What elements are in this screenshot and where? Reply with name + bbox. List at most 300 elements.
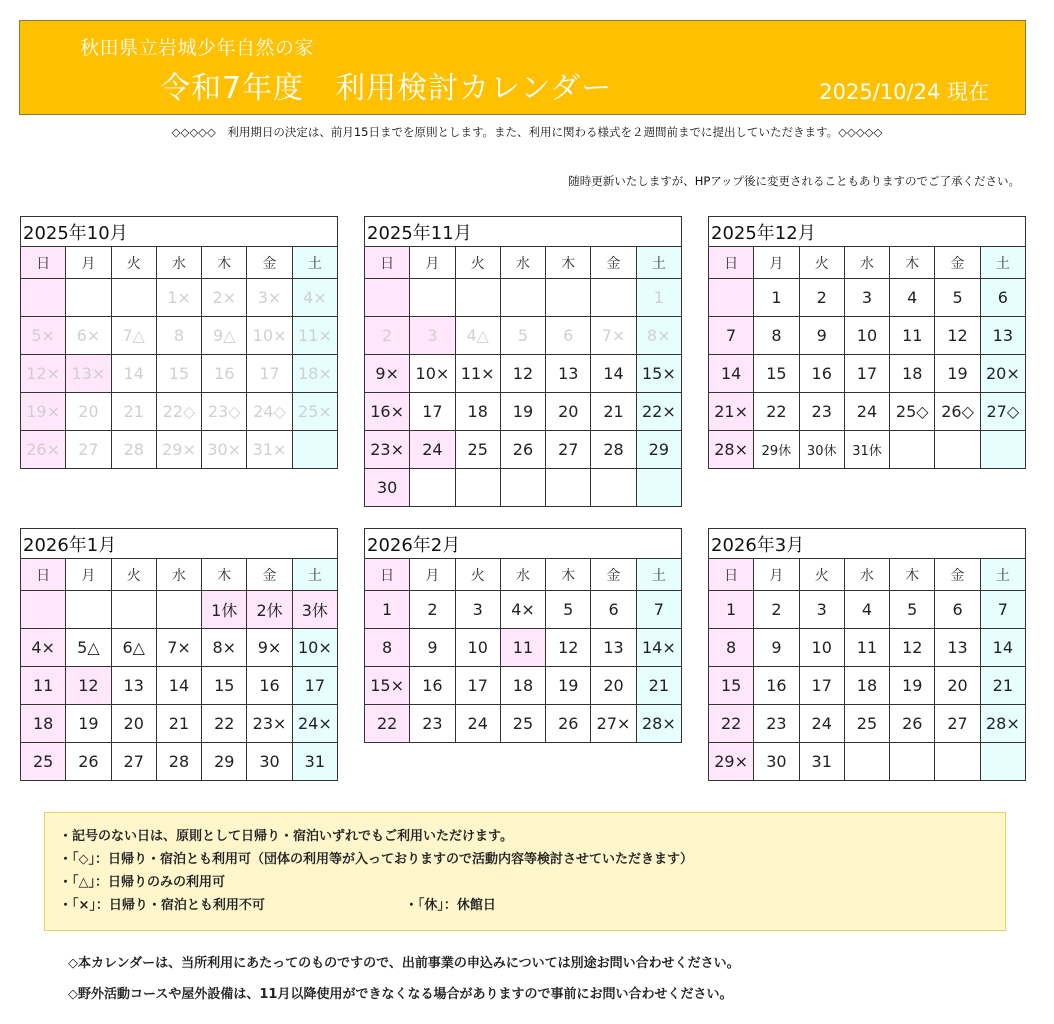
calendar-title: 2025年10月 [21, 217, 338, 247]
calendar-day: 13 [111, 667, 156, 705]
footer-note-outdoor: ◇野外活動コースや屋外設備は、11月以降使用ができなくなる場合がありますので事前にお問い合わせください。 [68, 987, 733, 1002]
calendar-day: 1 [754, 279, 799, 317]
calendar-week-row [21, 355, 338, 393]
calendar-day: 31休 [844, 431, 889, 469]
calendar-day: 12 [935, 317, 980, 355]
calendar-2025-11 [364, 216, 682, 507]
calendar-day [111, 279, 156, 317]
calendar-day: 4△ [455, 317, 500, 355]
calendar-week-row [365, 317, 682, 355]
calendar-day: 31 [292, 743, 337, 781]
calendar-day: 14 [111, 355, 156, 393]
calendar-day: 26 [890, 705, 935, 743]
legend-diamond: ・「◇」：日帰り・宿泊とも利用可（団体の利用等が入っておりますので活動内容等検討させていただきます） [59, 852, 693, 867]
calendar-day: 21× [709, 393, 754, 431]
calendar-day: 28× [709, 431, 754, 469]
weekday-header: 水 [500, 247, 545, 279]
calendar-day: 24 [455, 705, 500, 743]
calendar-day: 4× [292, 279, 337, 317]
calendar-day: 13 [546, 355, 591, 393]
calendar-day: 18× [292, 355, 337, 393]
calendar-day: 24 [799, 705, 844, 743]
calendar-day: 10 [844, 317, 889, 355]
calendar-day [21, 591, 66, 629]
organization-name: 秋田県立岩城少年自然の家 [80, 37, 315, 59]
weekday-header: 木 [202, 559, 247, 591]
calendar-day: 30休 [799, 431, 844, 469]
weekday-header: 土 [292, 559, 337, 591]
weekday-header: 火 [799, 559, 844, 591]
calendar-day [455, 279, 500, 317]
calendar-day: 19 [935, 355, 980, 393]
calendar-day: 11 [500, 629, 545, 667]
calendar-day [21, 279, 66, 317]
weekday-header: 火 [111, 247, 156, 279]
calendar-day: 24 [844, 393, 889, 431]
calendar-day: 21 [636, 667, 681, 705]
calendar-day: 29× [156, 431, 201, 469]
calendar-day: 13 [935, 629, 980, 667]
calendar-day: 7× [156, 629, 201, 667]
calendar-day: 14 [709, 355, 754, 393]
weekday-header: 月 [410, 247, 455, 279]
calendar-day: 22 [709, 705, 754, 743]
calendar-day: 20 [111, 705, 156, 743]
weekday-header: 木 [546, 559, 591, 591]
calendar-2025-10 [20, 216, 338, 469]
weekday-header: 木 [890, 247, 935, 279]
calendar-day: 21 [591, 393, 636, 431]
calendar-day: 11× [292, 317, 337, 355]
calendar-week-row [365, 469, 682, 507]
calendar-week-row [709, 629, 1026, 667]
calendar-day: 3 [410, 317, 455, 355]
weekday-header: 火 [799, 247, 844, 279]
calendar-day: 17 [247, 355, 292, 393]
calendar-day: 7 [709, 317, 754, 355]
calendar-day: 12 [546, 629, 591, 667]
calendar-day: 11 [21, 667, 66, 705]
calendar-day: 16× [365, 393, 410, 431]
calendar-title: 2025年12月 [709, 217, 1026, 247]
calendar-day: 15 [202, 667, 247, 705]
calendar-week-row [365, 355, 682, 393]
calendar-day: 19 [890, 667, 935, 705]
calendar-week-row [21, 279, 338, 317]
calendar-day [365, 279, 410, 317]
calendar-day [980, 431, 1025, 469]
calendar-week-row [21, 629, 338, 667]
calendar-day: 27◇ [980, 393, 1025, 431]
weekday-header: 金 [935, 247, 980, 279]
calendar-day: 20 [591, 667, 636, 705]
calendar-day: 2休 [247, 591, 292, 629]
calendar-week-row [21, 743, 338, 781]
calendar-day: 22 [365, 705, 410, 743]
calendar-week-row [365, 279, 682, 317]
calendar-day: 5 [890, 591, 935, 629]
calendar-day: 2 [365, 317, 410, 355]
calendar-day: 27× [591, 705, 636, 743]
calendar-day: 16 [799, 355, 844, 393]
calendar-day [410, 279, 455, 317]
calendar-week-row [709, 279, 1026, 317]
weekday-header: 金 [935, 559, 980, 591]
calendar-week-row [365, 667, 682, 705]
calendar-day: 29 [202, 743, 247, 781]
calendar-day: 18 [500, 667, 545, 705]
weekday-header: 火 [455, 247, 500, 279]
calendar-day [890, 431, 935, 469]
weekday-header: 木 [202, 247, 247, 279]
calendar-day [111, 591, 156, 629]
calendar-day: 9 [799, 317, 844, 355]
calendar-day: 22 [202, 705, 247, 743]
weekday-header: 水 [500, 559, 545, 591]
calendar-day: 12 [66, 667, 111, 705]
calendar-week-row [365, 629, 682, 667]
calendar-week-row [21, 705, 338, 743]
calendar-day [500, 279, 545, 317]
calendar-day: 10 [799, 629, 844, 667]
calendar-2026-02 [364, 528, 682, 743]
calendar-day: 6 [980, 279, 1025, 317]
weekday-header: 土 [292, 247, 337, 279]
calendar-day [935, 743, 980, 781]
calendar-day: 17 [410, 393, 455, 431]
calendar-day: 3× [247, 279, 292, 317]
calendar-day: 17 [844, 355, 889, 393]
calendar-day: 9△ [202, 317, 247, 355]
calendar-day: 8 [156, 317, 201, 355]
calendar-day: 20× [980, 355, 1025, 393]
calendar-day: 20 [546, 393, 591, 431]
calendar-day: 29 [636, 431, 681, 469]
calendar-day: 28 [111, 431, 156, 469]
calendar-day: 9× [365, 355, 410, 393]
calendar-day: 17 [455, 667, 500, 705]
calendar-day: 12 [500, 355, 545, 393]
calendar-day: 31× [247, 431, 292, 469]
calendar-day: 23 [410, 705, 455, 743]
calendar-day: 4× [500, 591, 545, 629]
legend-box [44, 812, 1006, 931]
weekday-header: 日 [21, 247, 66, 279]
calendar-week-row [709, 393, 1026, 431]
calendar-day: 5 [546, 591, 591, 629]
calendar-day: 10× [247, 317, 292, 355]
calendar-day: 1 [636, 279, 681, 317]
calendar-title: 2026年1月 [21, 529, 338, 559]
calendar-day: 2 [754, 591, 799, 629]
calendar-day: 15× [636, 355, 681, 393]
calendar-day: 16 [754, 667, 799, 705]
calendar-day [935, 431, 980, 469]
calendar-day: 25 [844, 705, 889, 743]
weekday-header: 金 [247, 559, 292, 591]
calendar-2026-03 [708, 528, 1026, 781]
calendar-day: 1 [709, 591, 754, 629]
deadline-notice: ◇◇◇◇◇ 利用期日の決定は、前月15日までを原則とします。また、利用に関わる様式を２週間前までに提出していただきます。◇◇◇◇◇ [171, 125, 883, 139]
calendar-day: 26◇ [935, 393, 980, 431]
calendar-day: 15 [709, 667, 754, 705]
calendar-day: 4× [21, 629, 66, 667]
calendar-day [156, 591, 201, 629]
calendar-day: 23× [365, 431, 410, 469]
calendar-day: 23× [247, 705, 292, 743]
calendar-title: 2025年11月 [365, 217, 682, 247]
calendar-day: 18 [844, 667, 889, 705]
calendar-day: 13× [66, 355, 111, 393]
calendar-week-row [709, 705, 1026, 743]
calendar-day: 6 [591, 591, 636, 629]
calendar-day: 5× [21, 317, 66, 355]
weekday-header: 火 [455, 559, 500, 591]
legend-cross-row [59, 894, 1005, 917]
calendar-day [66, 591, 111, 629]
calendar-day: 9 [754, 629, 799, 667]
weekday-header: 月 [410, 559, 455, 591]
footer-note-outreach: ◇本カレンダーは、当所利用にあたってのものですので、出前事業の申込みについては別途お問い合わせください。 [68, 956, 740, 971]
weekday-header: 日 [21, 559, 66, 591]
weekday-header: 日 [365, 247, 410, 279]
calendar-day: 22× [636, 393, 681, 431]
as-of-date: 2025/10/24 現在 [819, 80, 989, 104]
calendar-day: 8× [636, 317, 681, 355]
calendar-day: 24◇ [247, 393, 292, 431]
calendar-day: 27 [935, 705, 980, 743]
calendar-2025-12 [708, 216, 1026, 469]
calendar-day: 4 [844, 591, 889, 629]
calendar-day: 19× [21, 393, 66, 431]
page-title: 令和7年度 利用検討カレンダー [160, 71, 613, 106]
calendar-day [546, 469, 591, 507]
calendar-day: 12× [21, 355, 66, 393]
calendar-day: 17 [799, 667, 844, 705]
calendar-day: 3 [844, 279, 889, 317]
calendar-day [636, 469, 681, 507]
calendar-day: 5△ [66, 629, 111, 667]
calendar-day: 28× [636, 705, 681, 743]
calendar-day: 27 [66, 431, 111, 469]
update-notice: 随時更新いたしますが、HPアップ後に変更されることもありますのでご了承ください。 [568, 174, 1020, 188]
calendar-day: 11× [455, 355, 500, 393]
calendar-day: 27 [546, 431, 591, 469]
calendar-day: 18 [21, 705, 66, 743]
calendar-day: 25 [455, 431, 500, 469]
calendar-day [980, 743, 1025, 781]
calendar-day: 1× [156, 279, 201, 317]
calendar-day: 10× [292, 629, 337, 667]
calendar-day: 3休 [292, 591, 337, 629]
calendar-day [591, 469, 636, 507]
calendar-week-row [21, 393, 338, 431]
calendar-day: 8 [365, 629, 410, 667]
weekday-header: 土 [980, 559, 1025, 591]
calendar-day: 6△ [111, 629, 156, 667]
calendar-day: 26 [500, 431, 545, 469]
calendar-day: 14 [980, 629, 1025, 667]
calendar-week-row [365, 705, 682, 743]
weekday-header: 日 [365, 559, 410, 591]
legend-triangle: ・「△」：日帰りのみの利用可 [59, 875, 225, 890]
calendar-day: 13 [591, 629, 636, 667]
calendar-day: 23◇ [202, 393, 247, 431]
weekday-header: 火 [111, 559, 156, 591]
calendar-week-row [21, 431, 338, 469]
calendar-day: 9× [247, 629, 292, 667]
calendar-day: 12 [890, 629, 935, 667]
weekday-header: 土 [636, 559, 681, 591]
calendar-day: 21 [111, 393, 156, 431]
calendar-day: 31 [799, 743, 844, 781]
calendar-day: 25× [292, 393, 337, 431]
calendar-day: 17 [292, 667, 337, 705]
calendar-day: 7 [636, 591, 681, 629]
calendar-day: 18 [455, 393, 500, 431]
weekday-header: 土 [980, 247, 1025, 279]
calendar-day: 29休 [754, 431, 799, 469]
weekday-header: 月 [754, 247, 799, 279]
calendar-day: 11 [890, 317, 935, 355]
weekday-header: 金 [591, 247, 636, 279]
calendar-day: 10 [455, 629, 500, 667]
calendar-day: 14 [156, 667, 201, 705]
calendar-week-row [709, 431, 1026, 469]
calendar-day: 27 [111, 743, 156, 781]
calendar-day [292, 431, 337, 469]
calendar-day: 13 [980, 317, 1025, 355]
weekday-header: 水 [156, 559, 201, 591]
calendar-day: 30 [247, 743, 292, 781]
weekday-header: 月 [66, 247, 111, 279]
calendar-title: 2026年3月 [709, 529, 1026, 559]
weekday-header: 月 [754, 559, 799, 591]
calendar-day: 6 [546, 317, 591, 355]
calendar-day: 24× [292, 705, 337, 743]
calendar-week-row [21, 591, 338, 629]
calendar-day [410, 469, 455, 507]
calendar-day: 26 [66, 743, 111, 781]
calendar-day: 8 [754, 317, 799, 355]
calendar-day [844, 743, 889, 781]
calendar-day: 1 [365, 591, 410, 629]
calendar-week-row [365, 393, 682, 431]
calendar-day: 3 [455, 591, 500, 629]
calendar-day: 19 [66, 705, 111, 743]
calendar-day: 25 [21, 743, 66, 781]
calendar-day: 2 [410, 591, 455, 629]
calendar-day: 11 [844, 629, 889, 667]
calendar-day: 21 [156, 705, 201, 743]
calendar-day: 26 [546, 705, 591, 743]
calendar-day: 29× [709, 743, 754, 781]
calendar-day: 22 [754, 393, 799, 431]
calendar-week-row [709, 743, 1026, 781]
calendar-week-row [365, 591, 682, 629]
calendar-day: 28 [156, 743, 201, 781]
calendar-week-row [365, 431, 682, 469]
calendar-day [709, 279, 754, 317]
header-banner [19, 20, 1026, 115]
legend-no-symbol: ・記号のない日は、原則として日帰り・宿泊いずれでもご利用いただけます。 [59, 829, 513, 844]
calendar-2026-01 [20, 528, 338, 781]
calendar-day: 16 [410, 667, 455, 705]
weekday-header: 金 [591, 559, 636, 591]
calendar-week-row [709, 355, 1026, 393]
weekday-header: 月 [66, 559, 111, 591]
calendar-day [890, 743, 935, 781]
weekday-header: 土 [636, 247, 681, 279]
calendar-week-row [709, 591, 1026, 629]
calendar-title: 2026年2月 [365, 529, 682, 559]
legend-closed: ・「休」：休館日 [404, 898, 496, 913]
calendar-day [66, 279, 111, 317]
calendar-day: 2× [202, 279, 247, 317]
calendar-week-row [709, 317, 1026, 355]
calendar-day [546, 279, 591, 317]
calendar-day: 10× [410, 355, 455, 393]
calendar-day: 15× [365, 667, 410, 705]
calendar-day: 3 [799, 591, 844, 629]
calendar-day: 20 [66, 393, 111, 431]
calendar-day: 30× [202, 431, 247, 469]
calendar-day: 30 [365, 469, 410, 507]
weekday-header: 日 [709, 559, 754, 591]
calendar-day: 26× [21, 431, 66, 469]
calendar-day: 19 [546, 667, 591, 705]
calendar-day: 7△ [111, 317, 156, 355]
calendar-day [500, 469, 545, 507]
calendar-day: 4 [890, 279, 935, 317]
calendar-day: 2 [799, 279, 844, 317]
calendar-day: 8× [202, 629, 247, 667]
calendar-day [455, 469, 500, 507]
calendar-day: 7× [591, 317, 636, 355]
calendar-day: 6× [66, 317, 111, 355]
calendar-day: 15 [754, 355, 799, 393]
calendar-day: 23 [799, 393, 844, 431]
calendar-day: 28 [591, 431, 636, 469]
calendar-day [591, 279, 636, 317]
weekday-header: 日 [709, 247, 754, 279]
calendar-week-row [21, 317, 338, 355]
calendar-day: 22◇ [156, 393, 201, 431]
calendar-day: 24 [410, 431, 455, 469]
calendar-day: 28× [980, 705, 1025, 743]
calendar-day: 16 [202, 355, 247, 393]
calendar-day: 6 [935, 591, 980, 629]
calendar-day: 19 [500, 393, 545, 431]
weekday-header: 水 [844, 559, 889, 591]
weekday-header: 木 [890, 559, 935, 591]
calendar-day: 9 [410, 629, 455, 667]
calendar-day: 5 [935, 279, 980, 317]
calendar-day: 30 [754, 743, 799, 781]
weekday-header: 水 [156, 247, 201, 279]
calendar-day: 5 [500, 317, 545, 355]
weekday-header: 木 [546, 247, 591, 279]
calendar-day: 25 [500, 705, 545, 743]
calendar-day: 25◇ [890, 393, 935, 431]
calendar-day: 23 [754, 705, 799, 743]
calendar-day: 1休 [202, 591, 247, 629]
legend-cross: ・「×」：日帰り・宿泊とも利用不可 [59, 898, 265, 913]
calendar-week-row [21, 667, 338, 705]
calendar-day: 18 [890, 355, 935, 393]
calendar-day: 7 [980, 591, 1025, 629]
calendar-day: 15 [156, 355, 201, 393]
